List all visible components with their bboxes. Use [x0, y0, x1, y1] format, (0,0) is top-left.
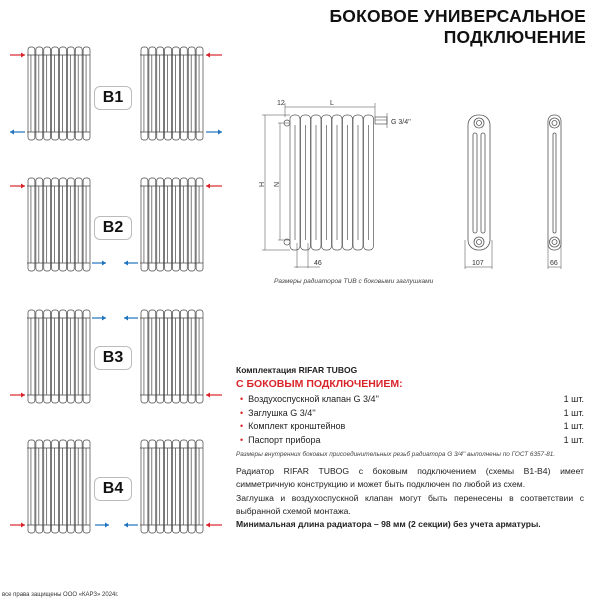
flow-arrow-icon — [10, 184, 25, 189]
page-title — [329, 6, 586, 48]
scheme-label-b3: B3 — [94, 346, 132, 370]
flow-arrow-icon — [124, 523, 138, 528]
kit-section — [236, 365, 584, 458]
kit-item — [236, 394, 584, 408]
description-p3: Минимальная длина радиатора – 98 мм (2 секции) без учета арматуры. — [236, 519, 541, 530]
flow-arrow-icon — [92, 316, 106, 321]
radiator — [27, 47, 90, 140]
radiator — [140, 310, 203, 403]
flow-arrow-icon — [124, 261, 138, 266]
dim-46: 46 — [314, 260, 322, 267]
dim-n: N — [274, 181, 281, 187]
connection-nipple — [375, 117, 387, 124]
kit-item-name: • Воздухоспускной клапан G 3/4'' — [240, 394, 379, 408]
radiator — [27, 310, 90, 403]
kit-subheading: С БОКОВЫМ ПОДКЛЮЧЕНИЕМ: — [236, 378, 403, 390]
drawing-caption: Размеры радиаторов TUB с боковыми заглушками — [274, 278, 434, 285]
flow-arrow-icon — [10, 523, 25, 528]
flow-arrow-icon — [206, 130, 222, 135]
side-view-3-column — [468, 115, 490, 250]
dim-12: 12 — [277, 100, 285, 107]
radiator — [140, 47, 203, 140]
description-p2: Заглушка и воздухоспускной клапан могут быть перенесены в соответствии с выбранной схемой монтажа. — [236, 492, 584, 516]
dim-107: 107 — [472, 260, 484, 267]
kit-item — [236, 421, 584, 435]
kit-item-name: • Комплект кронштейнов — [240, 421, 345, 435]
front-view — [284, 115, 387, 250]
connection-schemes — [0, 0, 230, 560]
title-line-2: ПОДКЛЮЧЕНИЕ — [443, 27, 586, 47]
kit-item — [236, 408, 584, 422]
dim-h: H — [259, 181, 266, 187]
scheme-label-b4: B4 — [94, 477, 132, 501]
flow-arrow-icon — [206, 53, 222, 58]
flow-arrow-icon — [10, 130, 25, 135]
kit-item-name: • Паспорт прибора — [240, 435, 321, 449]
kit-item-qty: 1 шт. — [563, 435, 584, 446]
thread-size: G 3/4'' — [391, 119, 411, 126]
scheme-label-b1: B1 — [94, 86, 132, 110]
dimension-drawing — [250, 95, 600, 275]
flow-arrow-icon — [206, 523, 222, 528]
kit-item — [236, 435, 584, 449]
radiator — [140, 178, 203, 271]
radiator — [27, 178, 90, 271]
dim-l: L — [330, 100, 334, 107]
side-view-2-column — [548, 115, 561, 250]
dimension-lines — [262, 103, 561, 269]
flow-arrow-icon — [92, 261, 106, 266]
dim-66: 66 — [550, 260, 558, 267]
scheme-label-b2: B2 — [94, 216, 132, 240]
flow-arrow-icon — [206, 184, 222, 189]
kit-item-qty: 1 шт. — [563, 407, 584, 418]
kit-heading: Комплектация RIFAR TUBOG — [236, 365, 358, 375]
flow-arrow-icon — [10, 53, 25, 58]
kit-item-qty: 1 шт. — [563, 394, 584, 404]
kit-item-name: • Заглушка G 3/4'' — [240, 408, 316, 422]
flow-arrow-icon — [124, 316, 138, 321]
flow-arrow-icon — [206, 393, 222, 398]
kit-item-qty: 1 шт. — [563, 421, 584, 432]
title-line-1: БОКОВОЕ УНИВЕРСАЛЬНОЕ — [329, 6, 586, 26]
kit-note: Размеры внутренних боковых присоединительных резьб радиатора G 3/4'' выполнены по ГОСТ 6357-81. — [236, 450, 556, 458]
description-p1: Радиатор RIFAR TUBOG с боковым подключением (схемы B1-B4) имеет симметричную конструкцию и может быть подключен по любой из схем. — [236, 466, 584, 490]
radiator — [140, 440, 203, 533]
flow-arrow-icon — [10, 393, 25, 398]
description — [236, 465, 584, 531]
copyright: все права защищены ООО «КАРЗ» 2024г. — [2, 592, 119, 598]
flow-arrow-icon — [95, 523, 109, 528]
radiator — [27, 440, 90, 533]
